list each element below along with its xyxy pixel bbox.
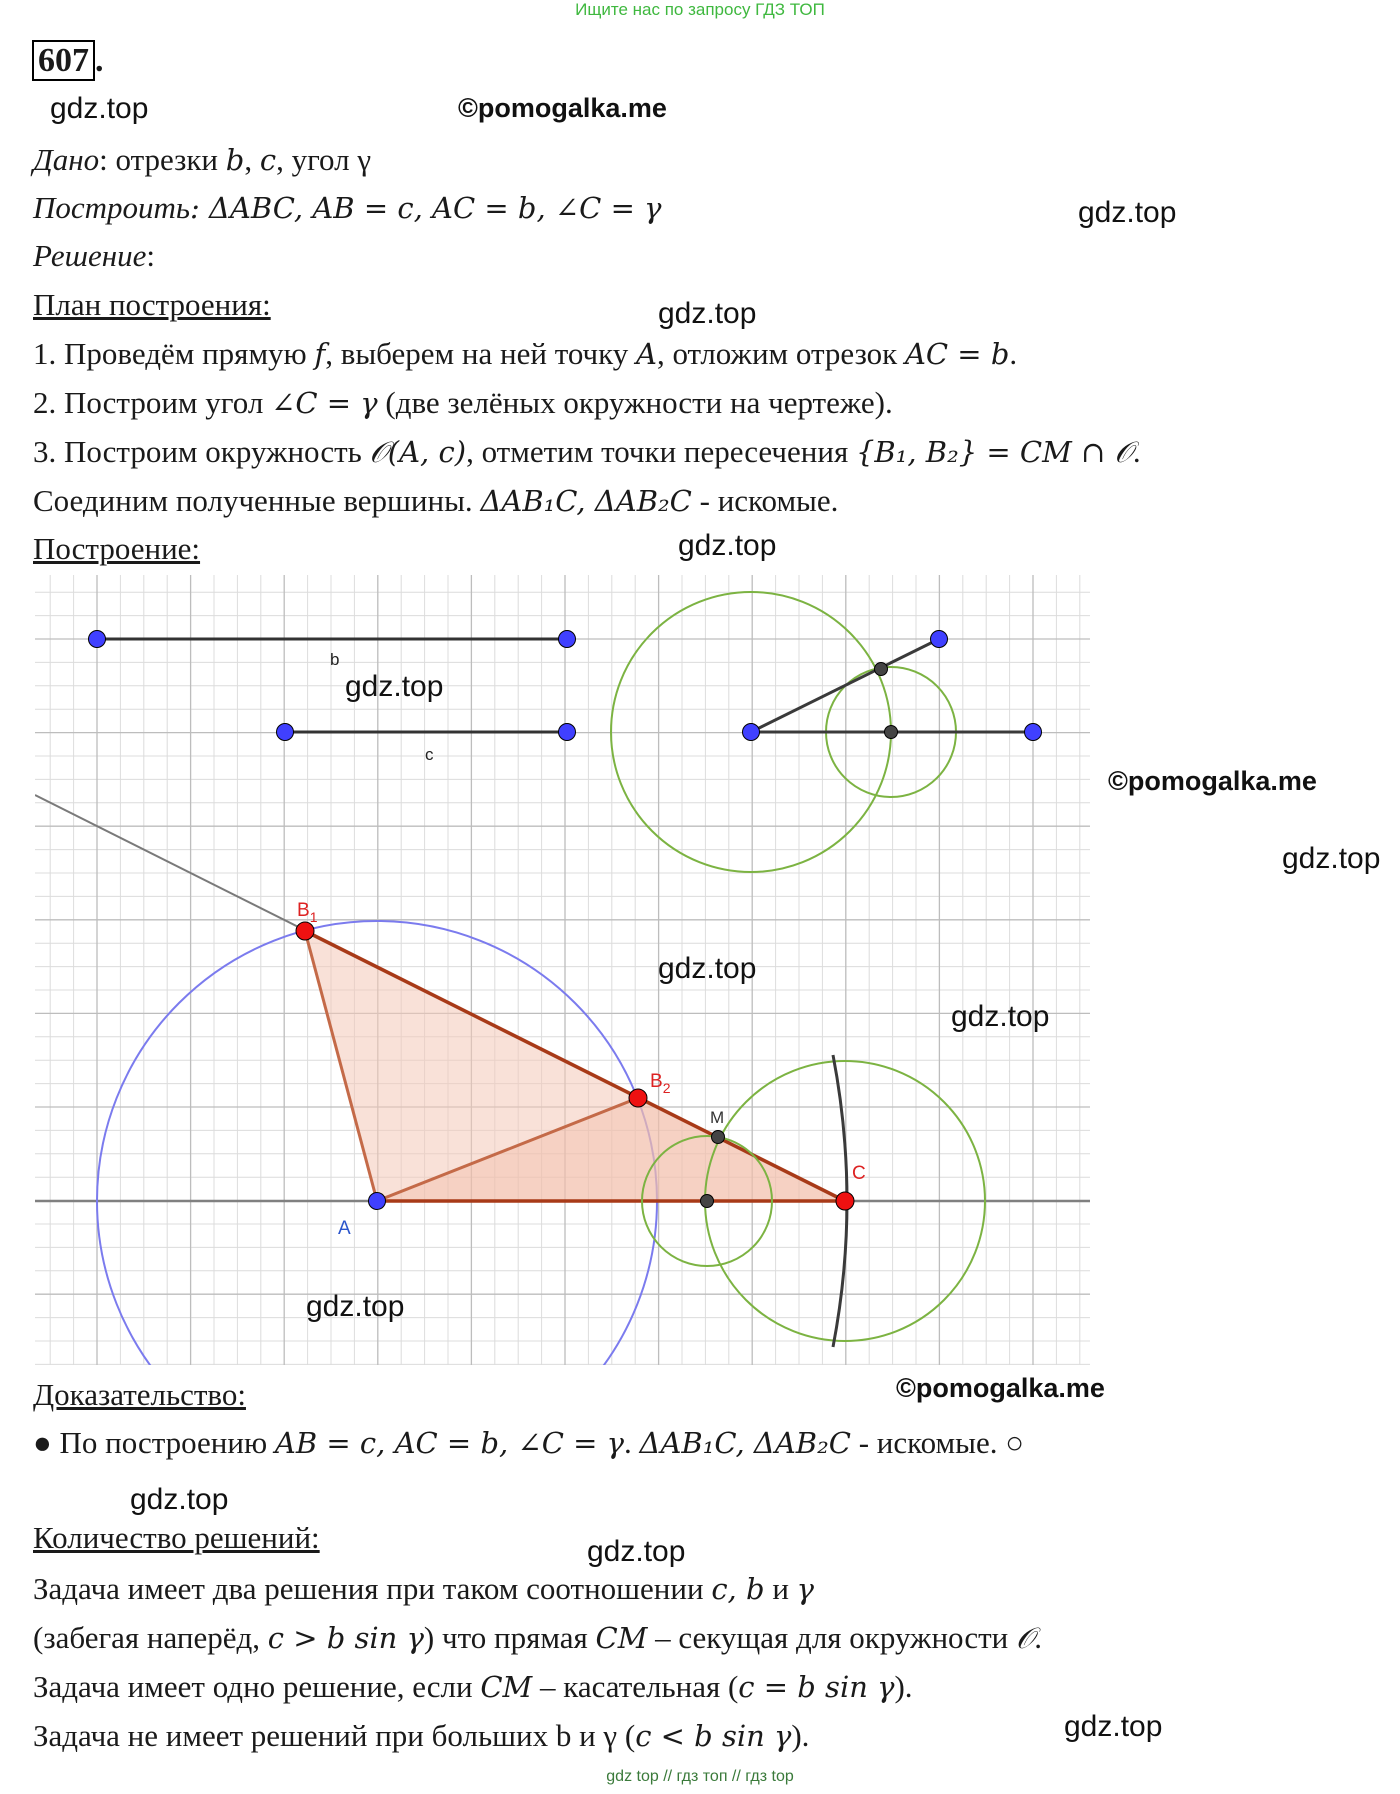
plan-connect: Соединим полученные вершины. ΔAB₁C, ΔAB₂C - искомые. bbox=[33, 483, 839, 518]
plan-step-3: 3. Построим окружность 𝒪(A, c), отметим точки пересечения {B₁, B₂} = CM ∩ 𝒪. bbox=[33, 434, 1141, 469]
watermark-gdz: gdz.top bbox=[658, 297, 757, 330]
watermark-gdz: gdz.top bbox=[678, 529, 777, 562]
plan-step-1: 1. Проведём прямую f, выберем на ней точку A, отложим отрезок AC = b. bbox=[33, 336, 1018, 371]
point-angle-arm-end[interactable] bbox=[931, 631, 948, 648]
proof-title: Доказательство: bbox=[33, 1377, 246, 1412]
count-line-1: Задача имеет два решения при таком соотношении c, b и γ bbox=[33, 1571, 814, 1606]
plan-step-2: 2. Построим угол ∠C = γ (две зелёных окружности на чертеже). bbox=[33, 385, 893, 420]
construction-figure bbox=[35, 575, 1090, 1365]
watermark-gdz: gdz.top bbox=[345, 670, 444, 703]
construction-title: Построение: bbox=[33, 531, 201, 566]
label-b2: $B_2$ bbox=[650, 1071, 671, 1096]
watermark-gdz: gdz.top bbox=[306, 1290, 405, 1323]
label-c-point: C bbox=[852, 1163, 866, 1184]
construct-line: Построить: ΔABC, AB = c, AC = b, ∠C = γ bbox=[33, 190, 662, 225]
count-line-3: Задача имеет одно решение, если CM – касательная (c = b sin γ). bbox=[33, 1669, 913, 1704]
watermark-gdz: gdz.top bbox=[658, 952, 757, 985]
point-b2[interactable] bbox=[629, 1089, 647, 1107]
watermark-pomogalka: ©pomogalka.me bbox=[458, 93, 667, 123]
count-line-2: (забегая наперёд, c > b sin γ) что прямая CM – секущая для окружности 𝒪. bbox=[33, 1620, 1043, 1655]
point-angle-vertex[interactable] bbox=[743, 724, 760, 741]
point-c[interactable] bbox=[836, 1192, 854, 1210]
point-c-start[interactable] bbox=[277, 724, 294, 741]
label-b1: $B_1$ bbox=[297, 900, 318, 925]
given-line: Дано: отрезки b, c, угол γ bbox=[33, 142, 372, 177]
point-m[interactable] bbox=[712, 1131, 725, 1144]
watermark-gdz: gdz.top bbox=[1064, 1710, 1163, 1743]
count-title: Количество решений: bbox=[33, 1520, 320, 1555]
top-search-link[interactable]: Ищите нас по запросу ГДЗ ТОП bbox=[575, 0, 825, 19]
watermark-gdz: gdz.top bbox=[130, 1483, 229, 1516]
point-angle-base-end[interactable] bbox=[1025, 724, 1042, 741]
label-m: M bbox=[710, 1108, 725, 1127]
problem-number: 607 . bbox=[32, 42, 104, 80]
label-c: c bbox=[425, 745, 434, 764]
watermark-gdz: gdz.top bbox=[1078, 196, 1177, 229]
point-angle-mid bbox=[885, 726, 898, 739]
proof-line: ● По построению AB = c, AC = b, ∠C = γ. ΔAB₁C, ΔAB₂C - искомые. ○ bbox=[33, 1425, 1024, 1460]
point-b-end[interactable] bbox=[559, 631, 576, 648]
watermark-gdz: gdz.top bbox=[951, 1000, 1050, 1033]
bottom-links[interactable]: gdz top // гдз топ // гдз top bbox=[606, 1768, 794, 1785]
watermark-gdz: gdz.top bbox=[1282, 842, 1381, 875]
label-a: A bbox=[338, 1218, 351, 1239]
point-a[interactable] bbox=[369, 1193, 386, 1210]
watermark-pomogalka: ©pomogalka.me bbox=[896, 1373, 1105, 1403]
label-b: b bbox=[330, 650, 340, 669]
point-mid-ac bbox=[701, 1195, 714, 1208]
watermark-gdz: gdz.top bbox=[587, 1535, 686, 1568]
point-b-start[interactable] bbox=[89, 631, 106, 648]
plan-title: План построения: bbox=[33, 287, 271, 322]
point-angle-intersect bbox=[875, 663, 888, 676]
watermark-gdz: gdz.top bbox=[50, 92, 149, 125]
point-c-end[interactable] bbox=[559, 724, 576, 741]
grid bbox=[35, 575, 1090, 1365]
count-line-4: Задача не имеет решений при больших b и γ (c < b sin γ). bbox=[33, 1718, 810, 1753]
watermark-pomogalka: ©pomogalka.me bbox=[1108, 766, 1317, 796]
solution-label: Решение: bbox=[33, 238, 155, 273]
